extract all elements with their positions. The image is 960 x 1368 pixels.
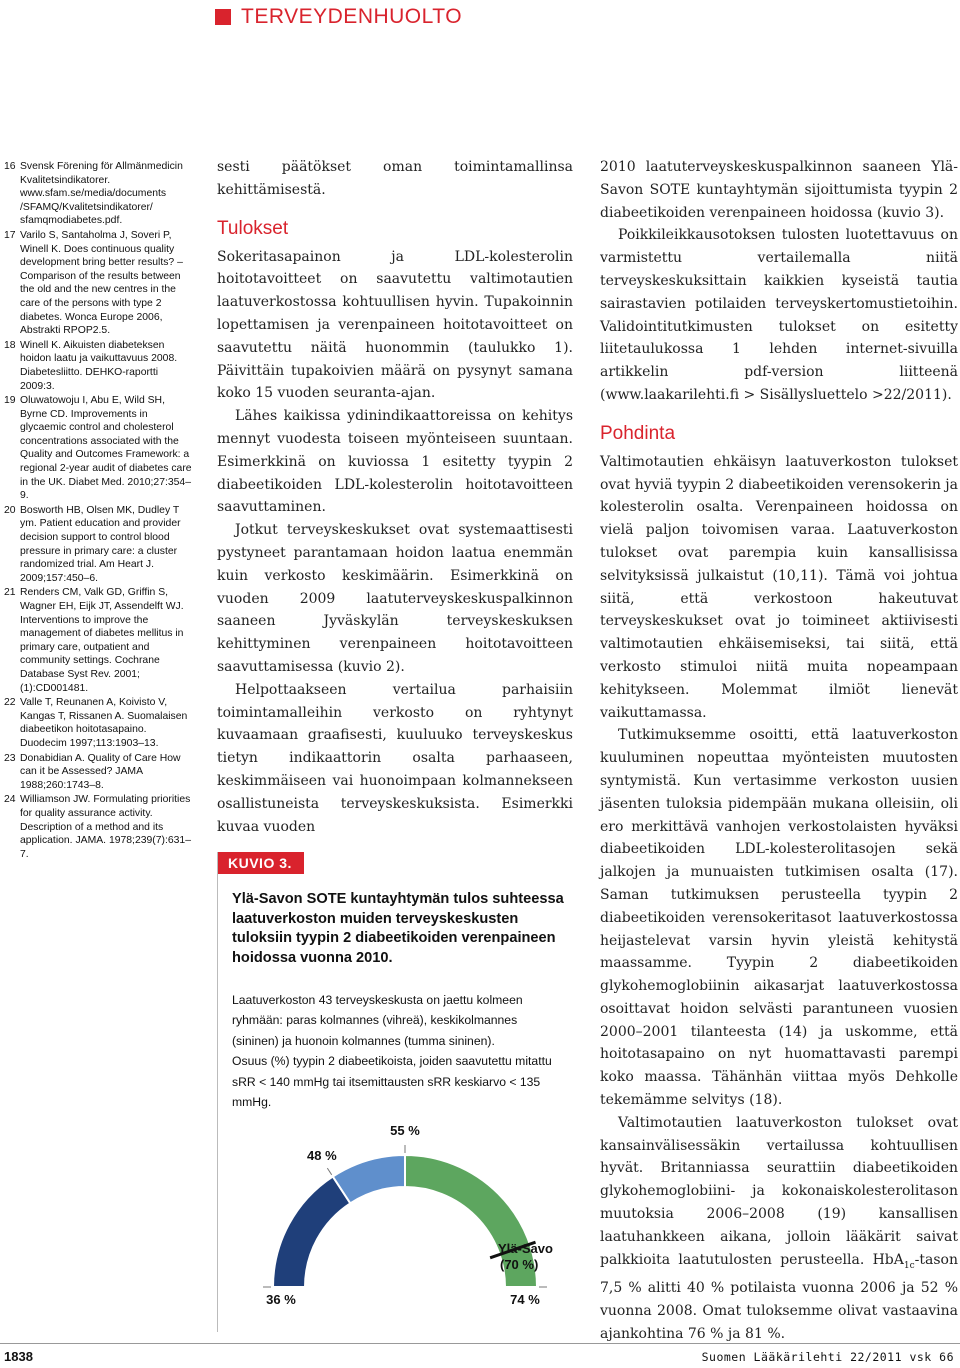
reference-item xyxy=(4,752,192,793)
reference-item xyxy=(4,504,192,586)
paragraph: sesti päätökset oman toimintamallinsa kehittämisestä. xyxy=(217,159,573,198)
reference-number: 18 xyxy=(4,339,16,351)
reference-text: Renders CM, Valk GD, Griffin S, Wagner EH, Eijk JT, Assendelft WJ. Interventions to improve the management of diabetes mellitus in primary care, outpatient and community settings. Cochrane Database Syst Rev. 2001;(1):CD001481. xyxy=(20,587,184,694)
section-heading-tulokset: Tulokset xyxy=(217,217,289,239)
paragraph: Lähes kaikissa ydinindikaattoreissa on kehitys mennyt vuodesta toiseen myönteiseen suuntaan. Esimerkkinä on kuviossa 1 esitetty tyypin 2 diabeetikoiden LDL-kolesterolin hoitotavoitteen saavuttaminen. xyxy=(217,408,573,516)
reference-item xyxy=(4,229,192,338)
reference-text: Varilo S, Santaholma J, Soveri P, Winell K. Does continuous quality development bring better results? – Comparison of the results between the old and the new centres in the care of the persons with type 2 diabetes. Wonca Europe 2006, Abstrakti RPOP2.5. xyxy=(20,229,183,337)
gauge-marker-label: Ylä-Savo xyxy=(498,1241,553,1256)
paragraph-text: -tason 7,5 % alitti 40 % potilaista vuonna 2006 ja 52 % vuonna 2008. Omat tuloksemme olivat vastaavina ajankohtina 76 % ja 81 %. xyxy=(600,1251,958,1342)
gauge-scale-label-1: 48 % xyxy=(307,1147,337,1163)
reference-number: 21 xyxy=(4,587,16,599)
figure-desc-1: Laatuverkoston 43 terveyskeskusta on jaettu kolmeen ryhmään: paras kolmannes (vihreä), keskikolmannes (sininen) ja huonoin kolmannes (tumma sininen). xyxy=(232,993,523,1048)
section-header xyxy=(215,4,462,30)
paragraph xyxy=(600,1112,958,1346)
figure-title: Ylä-Savon SOTE kuntayhtymän tulos suhteessa laatuverkoston muiden terveyskeskusten tuloksiin tyypin 2 diabeetikoiden verenpaineen hoidossa vuonna 2010. xyxy=(232,891,564,966)
figure-desc-2: Osuus (%) tyypin 2 diabeetikoista, joiden saavutettu mitattu sRR < 140 mmHg tai itsemittausten sRR keskiarvo < 135 mmHg. xyxy=(232,1054,552,1110)
reference-item xyxy=(4,394,192,503)
figure-label: KUVIO 3. xyxy=(218,852,304,874)
section-heading-pohdinta: Pohdinta xyxy=(600,422,676,444)
reference-text: Svensk Förening för Allmänmedicin Kvalitetsindikatorer. www.sfam.se/media/documents /SFAMQ/Kvalitetsindikatorer/ sfamqmodiabetes.pdf. xyxy=(20,161,183,227)
page-number: 1838 xyxy=(4,1349,33,1364)
section-marker xyxy=(215,9,231,25)
reference-number: 23 xyxy=(4,752,16,764)
reference-text: Valle T, Reunanen A, Koivisto V, Kangas T, Rissanen A. Suomalaisen diabeetikon hoitotasapaino. Duodecim 1997;113:1903–13. xyxy=(20,697,188,749)
paragraph: Helpottaakseen vertailua parhaisiin toimintamalleihin verkosto on ryhtynyt kuvaamaan graafisesti, kuuluuko terveyskeskus tietyn indikaattorin osalta parhaaseen, keskimmäiseen vai huonoimpaan kolmannekseen osallistuneista terveyskeskuksista. Esimerkki kuvaa vuoden xyxy=(217,681,573,835)
reference-text: Bosworth HB, Olsen MK, Dudley T ym. Patient education and provider decision support to control blood pressure in primary care: a cluster randomized trial. Am Heart J. 2009;157:450–6. xyxy=(20,504,181,584)
section-title: TERVEYDENHUOLTO xyxy=(241,5,463,28)
gauge-tick-1 xyxy=(327,1168,331,1175)
gauge-scale-label-3: 74 % xyxy=(510,1292,540,1307)
paragraph: Valtimotautien ehkäisyn laatuverkoston tulokset ovat hyviä tyypin 2 diabeetikoiden verensokerin ja kolesterolin osalta. Verenpaineen hoidossa on vielä paljon toivomisen varaa. Laatuverkoston tulokset ovat parempia kuin kansallisissa selvityksissä julkaistut (10,11). Tämä voi johtua siitä, että verkostoon hakeutuvat terveyskeskukset ovat jo toimineet aktiivisesti valtimotautien ehkäisemiseksi, tai siitä, että verkosto stimuloi niitä muita nopeampaan kehitykseen. Molemmat ilmiöt lienevät vaikuttamassa. xyxy=(600,453,958,721)
reference-item xyxy=(4,160,192,228)
gauge-scale-label-2: 55 % xyxy=(390,1123,420,1138)
reference-item xyxy=(4,586,192,695)
middle-column xyxy=(217,156,573,838)
subscript: 1c xyxy=(903,1260,915,1271)
reference-text: Williamson JW. Formulating priorities for quality assurance activity. Description of a method and its application. JAMA. 1978;239(7):631–7. xyxy=(20,794,191,860)
reference-item xyxy=(4,339,192,393)
reference-text: Winell K. Aikuisten diabeteksen hoidon laatu ja vaikuttavuus 2008. Diabetesliitto. DEHKO-raportti 2009:3. xyxy=(20,339,178,392)
reference-list xyxy=(4,160,192,862)
right-column xyxy=(600,156,958,1346)
reference-number: 16 xyxy=(4,161,16,172)
gauge-segment-0 xyxy=(273,1176,350,1287)
reference-number: 19 xyxy=(4,395,16,407)
reference-text: Oluwatowoju I, Abu E, Wild SH, Byrne CD. Improvements in glycaemic control and cholesterol concentrations associated with the Quality and Outcomes Framework: a regional 2-year audit of diabetes care in the UK. Diabet Med. 2010;27:354–9. xyxy=(20,395,192,502)
paragraph-text: Valtimotautien laatuverkoston tulokset ovat kansainvälisessäkin vertailussa kohtuullisen hyvät. Britanniassa seurattiin diabeetikoiden glykohemoglobiini- ja kokonaiskolesterolitason muutoksia 2006–2008 (19) kansallisen laatuhankkeen aikana, jolloin lääkärit saivat palkkioita laatutulosten perusteella. HbA xyxy=(600,1114,958,1268)
figure-kuvio-3 xyxy=(217,852,574,1332)
gauge-marker-value: (70 %) xyxy=(500,1257,539,1272)
reference-item xyxy=(4,793,192,861)
paragraph: Tutkimuksemme osoitti, että laatuverkoston kuuluminen nopeuttaa myönteisten muutosten syntymistä. Kun vertasimme verkoston uusien jäsenten tuloksia pidempään mukana olleisiin, oli ero merkittävä vanhojen verkostolaisten hyväksi diabeetikoiden LDL-kolesterolitasojen sekä jalkojen ja munuaisten tutkimisen osalta (17). Saman tutkimuksen perusteella tyypin 2 diabeetikoiden verensokeritasot laatuverkostossa heijastelevat varsin hyvin yleistä kehitystä maassamme. Tyypin 2 diabeetikoiden glykohemoglobiinin aikasarjat laatuverkostossa osoittavat hoidon selvästi parantuneen vuosien 2000–2001 tilanteesta (14) ja uskomme, että hoitotasapaino on nyt huomattavasti parempi koko maassa. Tähänhän viittaa myös Dehkolle tekemämme selvitys (18). xyxy=(600,727,958,1109)
reference-text: Donabidian A. Quality of Care How can it be Assessed? JAMA 1988;260:1743–8. xyxy=(20,752,181,791)
footer-rule xyxy=(0,1343,960,1344)
journal-name: Suomen Lääkärilehti 22/2011 vsk 66 xyxy=(701,1350,954,1364)
reference-number: 17 xyxy=(4,229,16,241)
paragraph: Sokeritasapainon ja LDL-kolesterolin hoitotavoitteet on saavutettu valtimotautien laatuverkostossa kohtuullisen hyvin. Tupakoinnin lopettamisen ja verenpaineen hoitotavoitteet on saavutettu näitä huonommin (taulukko 1). Päivittäin tupakoivien määrä on pysynyt samana koko 15 vuoden seuranta-ajan. xyxy=(217,248,573,402)
reference-number: 22 xyxy=(4,697,16,709)
paragraph: Jotkut terveyskeskukset ovat systemaattisesti pystyneet parantamaan hoidon laatua enemmän kuin verkosto keskimäärin. Esimerkkinä on vuoden 2009 laatuterveyskeskuspalkinnon saaneen Jyväskylän terveyskeskuksen kehittyminen verenpaineen hoitotavoitteen saavuttamisessa (kuvio 2). xyxy=(217,522,573,675)
reference-number: 20 xyxy=(4,504,16,516)
paragraph: Poikkileikkausotoksen tulosten luotettavuus on varmistettu vertailemalla niitä terveyskeskuksittain kaikkien kyseistä tautia sairastavien potilaiden terveyskertomustietoihin. Validointitutkimusten tulokset on esitetty liitetaulukossa 1 lehden internet-sivuilla artikkelin pdf-version liitteenä (www.laakarilehti.fi > Sisällysluettelo >22/2011). xyxy=(600,227,958,403)
reference-item xyxy=(4,696,192,750)
gauge-scale-label-0: 36 % xyxy=(266,1292,296,1307)
paragraph: 2010 laatuterveyskeskuspalkinnon saaneen Ylä-Savon SOTE kuntayhtymän sijoittumista tyypin 2 diabeetikoiden verenpaineen hoidossa (kuvio 3). xyxy=(600,159,958,221)
reference-number: 24 xyxy=(4,794,16,806)
gauge-chart xyxy=(218,852,574,1332)
